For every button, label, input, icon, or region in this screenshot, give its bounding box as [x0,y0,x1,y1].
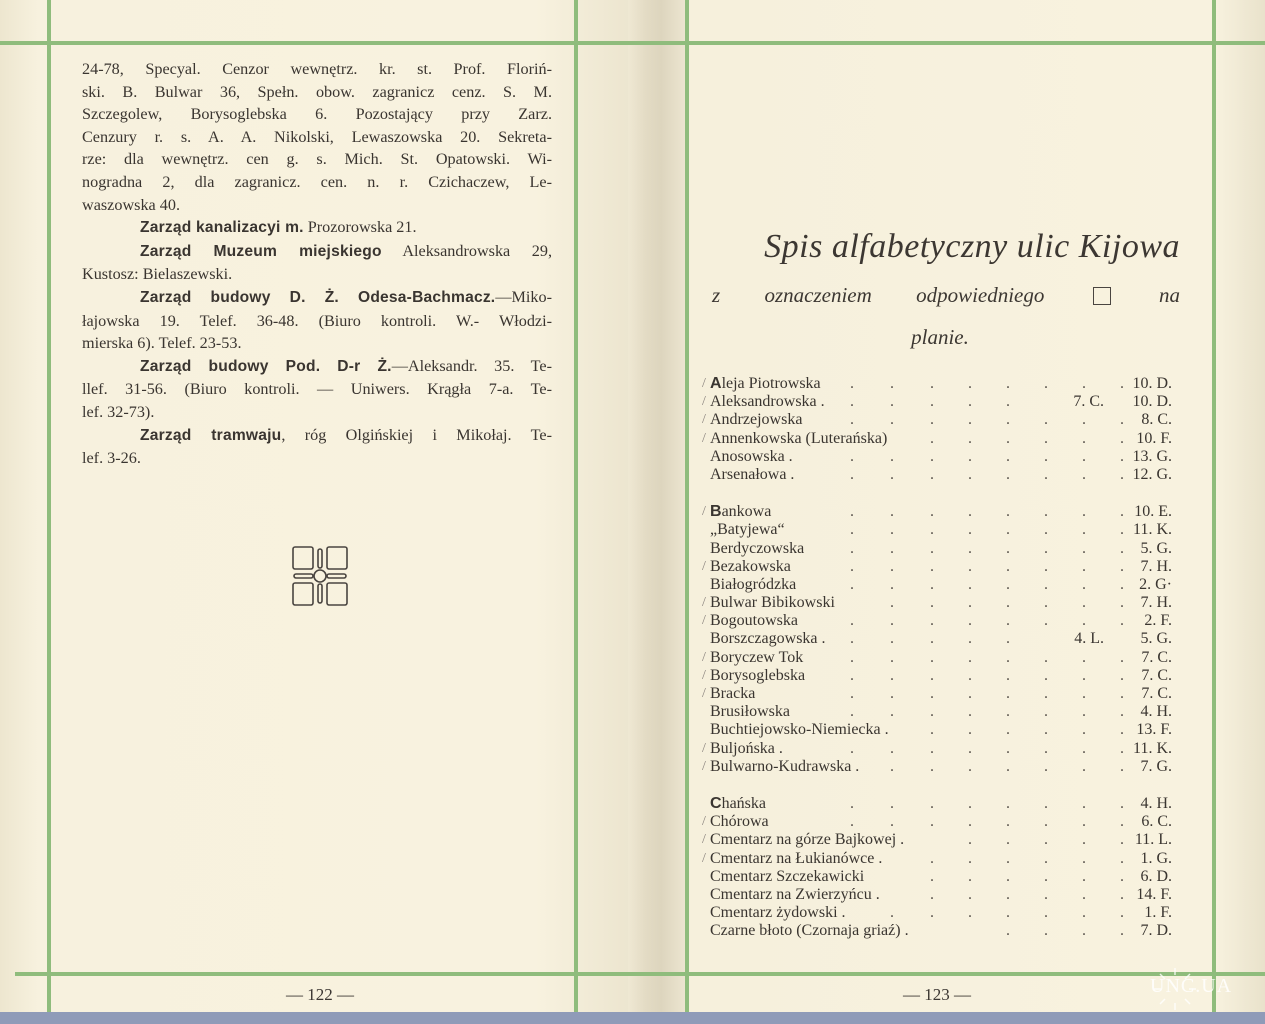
index-row: Chańska . . . . . . . . 4. H. [710,794,1172,812]
text-line: , róg Olgińskiej i Mikołaj. Te- [281,425,552,444]
street-name-text: Boryczew Tok [710,648,804,666]
watermark: UNC.UA [1150,975,1233,997]
street-name-text: Cmentarz na Łukianówce . [710,849,883,867]
grid-ref: 13. F. [1136,721,1172,739]
street-name-text: Arsenałowa . [710,465,795,483]
text-line: Aleksandrowska 29, [381,241,552,260]
alt-grid-ref: 7. C. [1073,393,1104,411]
text-line: rze: dla wewnętrz. cen g. s. Mich. St. Opatowski. Wi- [82,150,552,169]
street-name [710,375,821,393]
grid-ref: 8. C. [1141,411,1172,429]
street-name [710,831,904,849]
grid-ref: 10. D. [1132,393,1172,411]
street-index [702,375,1172,959]
street-name-text: Annenkowska (Luterańska) [710,429,888,447]
street-name [710,721,889,739]
entry-heading: Zarząd Muzeum miejskiego [140,242,382,260]
street-name [710,576,796,594]
grid-line-left-outer [47,0,51,1012]
grid-ref: 11. K. [1133,739,1172,757]
map-square-icon [1093,287,1111,305]
entry-heading: Zarząd budowy D. Ż. Odesa-Bachmacz. [140,288,496,306]
index-row: / Bulwarno-Kudrawska . . . . . . . . 7. G. [702,757,1172,775]
text-line: Szczegolew, Borysoglebska 6. Pozostający przy Zarz. [82,105,552,124]
text-line: llef. 31-56. (Biuro kontroli. — Uniwers. Krągła 7-a. Te- [82,380,552,399]
pencil-mark-icon: / [702,558,706,574]
grid-ref: 7. G. [1140,757,1172,775]
left-page-text [82,58,552,470]
grid-ref: 14. F. [1136,885,1172,903]
pencil-mark-icon: / [702,832,706,848]
pencil-mark-icon: / [702,686,706,701]
street-name [710,411,802,429]
grid-ref: 5. G. [1140,630,1172,648]
grid-ref: 7. D. [1140,922,1172,940]
street-name-text: leja Piotrowska [721,375,821,392]
pencil-mark-icon: / [702,814,706,830]
grid-ref: 10. D. [1132,375,1172,392]
entry-heading: Zarząd budowy Pod. D-r Ż. [140,357,392,375]
grid-line-right-inner [685,0,689,1012]
street-name [710,758,859,776]
street-name-text: Białogródzka [710,575,797,593]
index-group-a [702,375,1172,484]
page-number-right: — 123 — [903,985,971,1004]
grid-ref: 2. G· [1139,575,1172,593]
street-name-text: Bogoutowska [710,612,798,630]
text-line: —Miko- [495,287,552,306]
street-name [710,594,835,612]
index-row: Brusiłowska . . . . . . . . 4. H. [710,703,1172,721]
text-line: ski. B. Bulwar 36, Spełn. obow. zagranicz cenz. S. M. [82,82,552,101]
entry-heading: Zarząd kanalizacyi m. [140,219,304,237]
pencil-mark-icon: / [702,740,706,756]
index-group-c [702,794,1172,941]
pencil-mark-icon: / [702,504,706,520]
text-line: Cenzury r. s. A. A. Nikolski, Lewaszowska 20. Sekreta- [82,127,552,146]
street-name [710,521,785,539]
text-line: nogradna 2, dla zagranicz. cen. n. r. Czichaczew, Le- [82,172,552,191]
grid-ref: 4. H. [1140,703,1172,721]
index-row: / Cmentarz na górze Bajkowej . . . . . . 11. L. [702,831,1172,849]
grid-ref: 4. H. [1140,794,1172,812]
index-row: / Boryczew Tok . . . . . . . . 7. C. [702,648,1172,666]
index-row: / Buljońska . . . . . . . . . 11. K. [702,739,1172,757]
street-name [710,904,846,922]
street-name [710,630,826,648]
street-name [710,466,794,484]
initial-letter: A [710,375,722,392]
index-row: Czarne błoto (Czornaja griaź) . . . . . 7. D. [710,922,1172,940]
index-subtitle-end: planie. [911,325,969,349]
street-name [710,393,825,411]
paragraph-sewerage [82,216,552,240]
street-name [710,685,755,703]
index-row: Cmentarz na Zwierzyńcu . . . . . . . 14. F. [710,885,1172,903]
street-name-text: Chórowa [710,813,769,831]
street-name [710,868,864,886]
grid-ref: 10. E. [1134,503,1172,521]
index-row: / Cmentarz na Łukianówce . . . . . . . 1. G. [702,849,1172,867]
text-line: —Aleksandr. 35. Te- [391,356,552,375]
street-name [710,430,887,448]
grid-ref: 7. H. [1140,557,1172,575]
street-name-text: Borszczagowska . [710,630,826,648]
street-name-text: Brusiłowska [710,703,790,721]
street-name [710,703,790,721]
street-name-text: Cmentarz na Zwierzyńcu . [710,885,880,903]
text-line: lef. 3-26. [82,449,141,468]
index-row: / Bracka . . . . . . . . 7. C. [702,685,1172,702]
index-row: / Annenkowska (Luterańska) . . . . . . 10. F. [702,429,1172,447]
pencil-mark-icon: / [702,595,706,611]
street-name [710,922,909,940]
street-name [710,649,803,667]
index-row: Buchtiejowsko-Niemiecka . . . . . . . 13. F. [710,721,1172,739]
street-name-text: Bulwarno-Kudrawska . [710,757,860,775]
subtitle-word: z [712,283,721,307]
grid-line-left-inner [574,0,578,1012]
street-name [710,503,771,521]
subtitle-word: na [1158,283,1180,307]
street-name-text: Andrzejowska [710,411,803,429]
text-line: łajowska 19. Telef. 36-48. (Biuro kontroli. W.- Włodzi- [82,311,552,330]
ornament-emblem-icon [291,545,349,607]
street-name [710,850,882,868]
index-title: Spis alfabetyczny ulic Kijowa [764,228,1180,265]
pencil-mark-icon: / [702,667,706,683]
pencil-mark-icon: / [702,394,706,410]
index-row: Berdyczowska . . . . . . . . 5. G. [710,539,1172,557]
street-name-text: Buljońska . [710,739,783,757]
pencil-mark-icon: / [702,649,706,665]
paragraph-museum [82,240,552,286]
alt-grid-ref: 4. L. [1074,630,1104,648]
pencil-mark-icon: / [702,376,706,391]
street-name-text: Bulwar Bibikowski [710,594,835,612]
index-row: / Chórowa . . . . . . . . 6. C. [702,813,1172,831]
index-row: / Bezakowska . . . . . . . . 7. H. [702,557,1172,575]
grid-ref: 11. K. [1133,521,1172,539]
index-row: Borszczagowska . . . . . . 4. L. 5. G. [710,630,1172,648]
index-row: Białogródzka . . . . . . . . 2. G· [710,575,1172,593]
text-line: Kustosz: Bielaszewski. [82,265,233,284]
grid-ref: 13. G. [1132,447,1172,465]
street-name [710,558,791,576]
index-row: / Andrzejowska . . . . . . . . 8. C. [702,411,1172,429]
pencil-mark-icon: / [702,850,706,866]
pencil-mark-icon: / [702,613,706,629]
street-name-text: Berdyczowska [710,539,805,557]
index-row: / Bulwar Bibikowski . . . . . . . 7. H. [702,594,1172,612]
index-subtitle [712,283,1180,308]
street-name [710,813,769,831]
index-row: Anosowska . . . . . . . . . 13. G. [710,447,1172,465]
index-row: / Borysoglebska . . . . . . . . 7. C. [702,666,1172,684]
paragraph-railway-pod [82,355,552,424]
initial-letter: B [710,503,722,521]
grid-ref: 2. F. [1144,612,1172,630]
text-line: waszowska 40. [82,195,181,214]
pencil-mark-icon: / [702,430,706,446]
grid-ref: 7. H. [1140,594,1172,612]
index-row: / Aleja Piotrowska . . . . . . . . 10. D. [702,375,1172,392]
street-name [710,667,805,685]
grid-ref: 1. G. [1140,849,1172,867]
grid-ref: 5. G. [1140,539,1172,557]
street-name [710,795,766,813]
street-name [710,612,798,630]
grid-line-top [0,41,1265,45]
street-name-text: „Batyjewa“ [710,521,785,539]
text-line: 24-78, Specyal. Cenzor wewnętrz. kr. st. Prof. Floriń- [82,60,552,78]
grid-ref: 6. D. [1140,867,1172,885]
index-row: / Bankowa . . . . . . . . 10. E. [702,503,1172,521]
street-name-text: Czarne błoto (Czornaja griaź) . [710,922,909,940]
index-row: Cmentarz Szczekawicki . . . . . . 6. D. [710,867,1172,885]
paragraph-railway-odesa [82,286,552,355]
street-name [710,886,880,904]
street-name-text: Borysoglebska [710,666,806,684]
index-row: „Batyjewa“ . . . . . . . . 11. K. [710,521,1172,539]
text-line: Prozorowska 21. [303,218,417,237]
street-name-text: Anosowska . [710,447,793,465]
grid-ref: 7. C. [1141,666,1172,684]
pencil-mark-icon: / [702,758,706,774]
book-gutter [628,0,688,1012]
grid-ref: 1. F. [1144,904,1172,922]
street-name-text: Bezakowska [710,557,791,575]
index-group-b [702,503,1172,776]
street-name-text: Buchtiejowsko-Niemiecka . [710,721,889,739]
text-line: lef. 32-73). [82,402,155,421]
street-name-text: Cmentarz żydowski . [710,904,846,922]
grid-ref: 7. C. [1141,648,1172,666]
grid-ref: 10. F. [1136,429,1172,447]
street-name-text: Bracka [710,685,756,702]
index-row: / Bogoutowska . . . . . . . . 2. F. [702,612,1172,630]
index-row: Cmentarz żydowski . . . . . . . . 1. F. [710,904,1172,922]
pencil-mark-icon: / [702,412,706,428]
street-name-text: ankowa [721,503,772,521]
street-name-text: hańska [721,794,766,812]
grid-ref: 6. C. [1141,813,1172,831]
entry-heading: Zarząd tramwaju [140,426,282,444]
paragraph-censorship [82,58,552,216]
grid-line-bottom [15,972,1265,976]
paragraph-tramway [82,424,552,470]
index-row: Arsenałowa . . . . . . . . . 12. G. [710,465,1172,483]
text-line: mierska 6). Telef. 23-53. [82,334,242,353]
street-name-text: Cmentarz na górze Bajkowej . [710,831,905,849]
street-name-text: Cmentarz Szczekawicki [710,867,865,885]
street-name-text: Aleksandrowska . [710,393,825,411]
street-name [710,448,793,466]
page-number-left: — 122 — [286,985,354,1004]
initial-letter: C [710,794,722,812]
grid-ref: 12. G. [1132,465,1172,483]
subtitle-word: odpowiedniego [916,283,1045,307]
index-row: / Aleksandrowska . . . . . . 7. C. 10. D. [702,393,1172,411]
street-name [710,540,804,558]
street-name [710,740,783,758]
grid-line-right-outer [1212,0,1216,1012]
grid-ref: 11. L. [1134,831,1172,849]
grid-ref: 7. C. [1141,685,1172,702]
subtitle-word: oznaczeniem [764,283,872,307]
